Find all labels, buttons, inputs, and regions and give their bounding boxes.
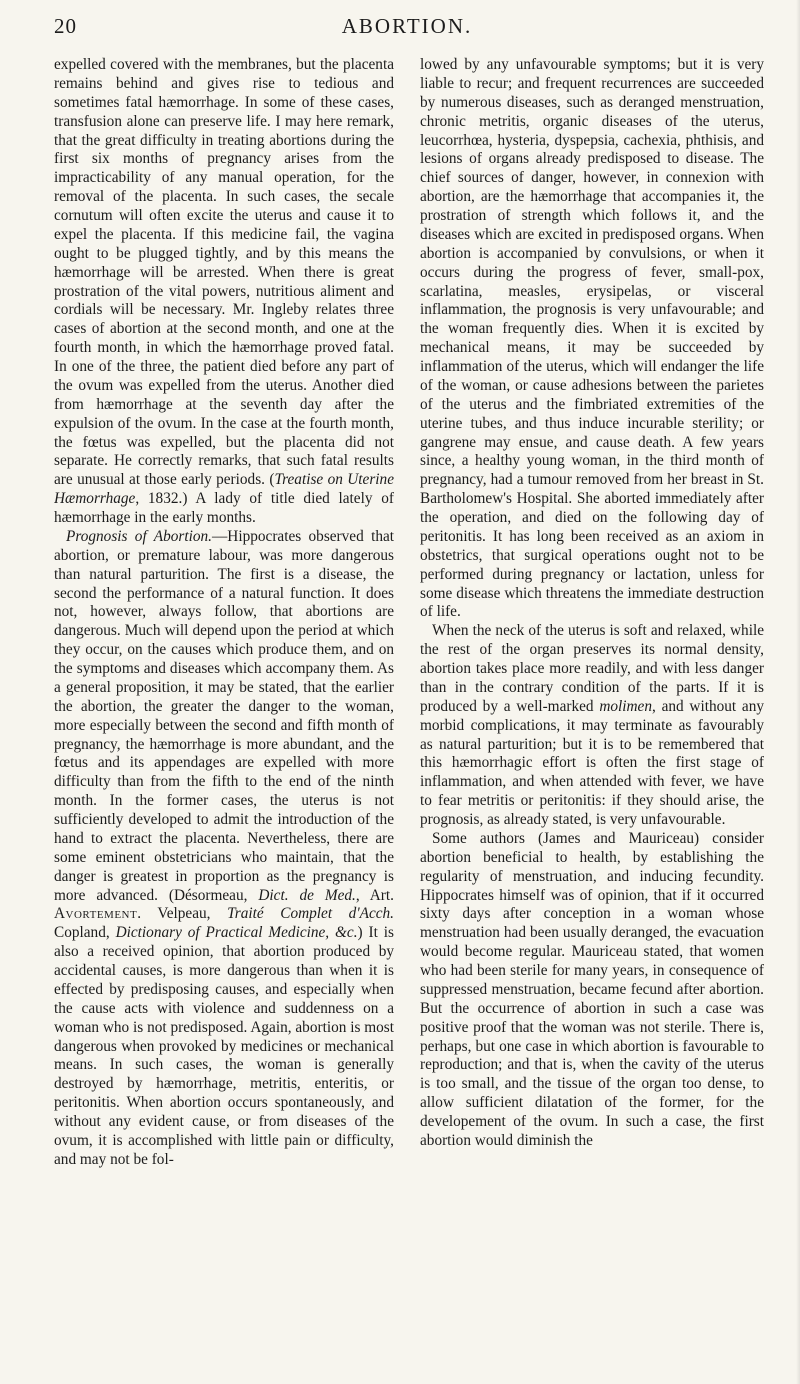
page-edge-shadow (796, 0, 800, 1384)
left-p2-text-d: Copland, (54, 924, 116, 942)
left-paragraph-1 (54, 56, 394, 528)
right-p2-text-b: , and without any morbid complications, it may terminate as favourably as natural parturition; but it is to be remembered that this hæmorrhagic effort is often the first stage of inflammation, and when attended with fever, we have to fear metritis or peritonitis: if they should arise, the prognosis, as already stated, is very unfavourable. (420, 697, 764, 828)
left-p1-text: expelled covered with the membranes, but the placenta remains behind and gives rise to tedious and sometimes fatal hæmorrhage. In some of these cases, transfusion alone can preserve life. I may here remark, that the great difficulty in treating abortions during the first six months of pregnancy arises from the impracticability of any manual operation, for the removal of the placenta. In such cases, the secale cornutum will often excite the uterus and cause it to expel the placenta. If this medicine fail, the vagina ought to be plugged tightly, and by this means the hæmorrhage will be arrested. When there is great prostration of the vital powers, nutritious aliment and cordials will be necessary. Mr. Ingleby relates three cases of abortion at the second month, and one at the fourth month, in which the hæmorrhage proved fatal. In one of the three, the patient died before any part of the ovum was expelled from the uterus. Another died from hæmorrhage at the seventh day after the expulsion of the ovum. In the case at the fourth month, the fœtus was expelled, but the placenta did not separate. He correctly remarks, that such fatal results are unusual at those early periods. ( (54, 56, 394, 489)
left-p1-citation-rest: , 1832.) A lady of title died lately of hæmorrhage in the early months. (54, 490, 394, 526)
right-paragraph-1: lowed by any unfavourable symptoms; but it is very liable to recur; and frequent recurrences are succeeded by numerous diseases, such as deranged menstruation, chronic metritis, organic diseases of the uterus, leucorrhœa, hysteria, dyspepsia, cachexia, phthisis, and lesions of organs already predisposed to disease. The chief sources of danger, however, in connexion with abortion, are the hæmorrhage that accompanies it, the prostration of strength which follows it, and the diseases which are excited in predisposed organs. When abortion is accompanied by convulsions, or when it occurs during the progress of fever, small-pox, scarlatina, measles, erysipelas, or visceral inflammation, the prognosis is very unfavourable; and the woman frequently dies. When it is excited by mechanical means, it may be succeeded by inflammation of the uterus, which will endanger the life of the woman, or cause adhesions between the parietes of the uterus and the fimbriated extremities of the uterine tubes, and thus induce incurable sterility; or gangrene may ensue, and cause death. A few years since, a healthy young woman, in the third month of pregnancy, had a tumour removed from her breast in St. Bartholomew's Hospital. She aborted immediately after the operation, and died on the following day of peritonitis. It has long been received as an axiom in obstetrics, that surgical operations ought not to be performed during pregnancy or lactation, unless for some disease which threatens the immediate destruction of life. (420, 56, 764, 621)
left-p2-text-a: —Hippocrates observed that abortion, or premature labour, was more dangerous than natural parturition. The first is a disease, the second the performance of a natural function. It does not, however, always follow, that abortions are dangerous. Much will depend upon the period at which they occur, on the causes which produce them, and on the symptoms and diseases which accompany them. As a general proposition, it may be stated, that the earlier the abortion, the greater the danger to the woman, more especially between the second and fifth month of pregnancy, the hæmorrhage is more abundant, and the fœtus and its appendages are expelled with more difficulty than from the fifth to the end of the ninth month. In the former cases, the uterus is not sufficiently developed to admit the introduction of the hand to extract the placenta. Nevertheless, there are some eminent obstetricians who maintain, that the danger is greatest in proportion as the pregnancy is more advanced. (Désormeau, (54, 527, 394, 904)
left-p2-text-c: . Velpeau, (137, 905, 228, 923)
left-column (54, 56, 394, 1366)
right-paragraph-2 (420, 622, 764, 830)
left-paragraph-2 (54, 528, 394, 1170)
left-p2-smallcaps: Avortement (54, 905, 138, 923)
right-p2-italic-term: molimen (599, 697, 652, 715)
left-p2-citation-1: Dict. de Med. (258, 886, 356, 904)
right-p2-text-a: When the neck of the uterus is soft and relaxed, while the rest of the organ preserves its normal density, abortion takes place more readily, and with less danger than in the contrary condition of the parts. If it is produced by a well-marked (420, 622, 764, 715)
left-p2-text-e: ) It is also a received opinion, that abortion produced by accidental causes, is more dangerous than when it is effected by predisposing causes, and especially when the cause acts with violence and suddenness on a woman who is not predisposed. Again, abortion is most dangerous when provoked by medicines or mechanical means. In such cases, the woman is generally destroyed by hæmorrhage, metritis, enteritis, or peritonitis. When abortion occurs spontaneously, and without any evident cause, or from diseases of the ovum, it is accomplished with little pain or difficulty, and may not be fol- (54, 924, 394, 1168)
running-head (54, 14, 760, 44)
left-p2-citation-2: Traité Complet d'Acch. (227, 905, 394, 923)
page-number: 20 (54, 14, 77, 38)
left-p1-citation: Treatise on Uterine Hæmorrhage (54, 471, 394, 508)
running-title: ABORTION. (341, 14, 473, 38)
left-p2-citation-3: Dictionary of Practical Medicine, &c. (115, 924, 358, 942)
left-p2-text-b: , Art. (355, 886, 394, 904)
right-paragraph-3: Some authors (James and Mauriceau) consider abortion beneficial to health, by establishing the regularity of menstruation, and inducing fecundity. Hippocrates himself was of opinion, that if it occurred sixty days after conception in a woman whose menstruation had been usually deranged, the evacuation would become regular. Mauriceau stated, that women who had been sterile for many years, in consequence of suppressed menstruation, became fecund after abortion. But the occurrence of abortion in such a case was positive proof that the woman was not sterile. There is, perhaps, but one case in which abortion is favourable to reproduction; and that is, when the cavity of the uterus is too small, and the tissue of the organ too dense, to allow sufficient dilatation of the former, for the developement of the ovum. In such a case, the first abortion would diminish the (420, 829, 764, 1149)
section-heading-prognosis: Prognosis of Abortion. (66, 527, 212, 545)
text-columns (54, 56, 765, 1366)
right-column (420, 56, 764, 1366)
